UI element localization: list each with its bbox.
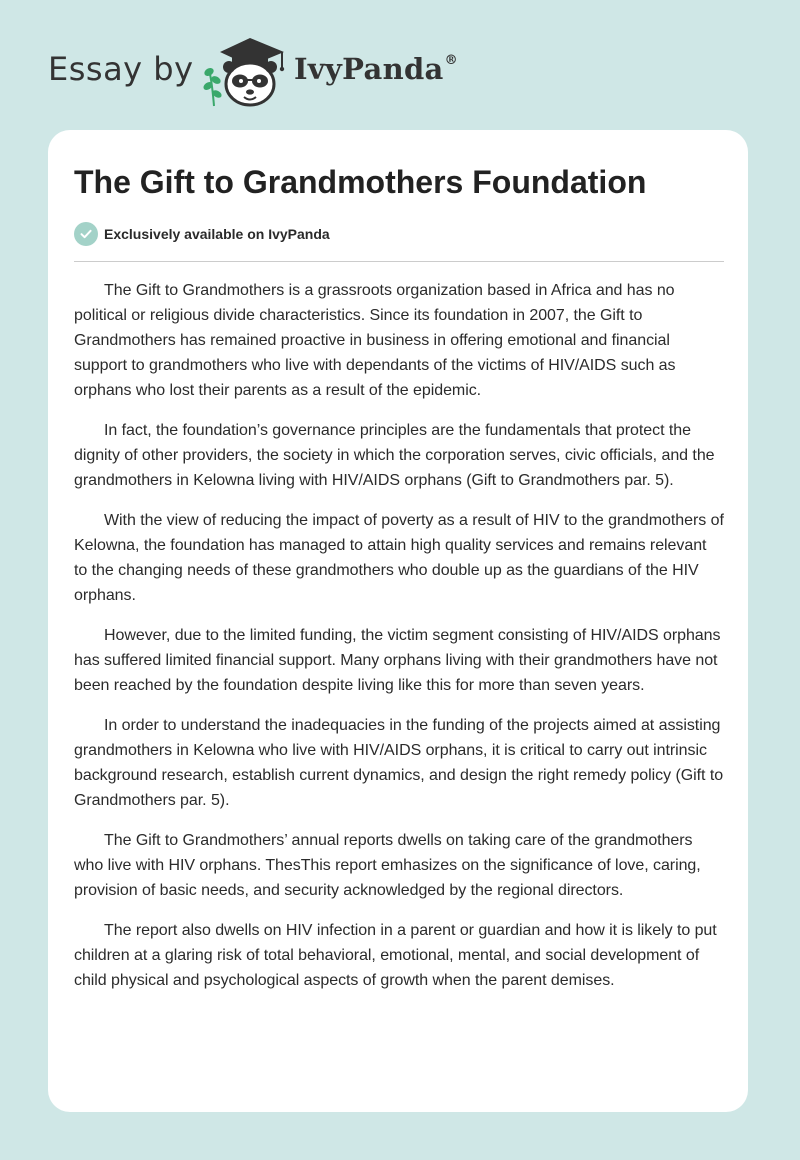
leaf-sprig-icon <box>202 66 223 106</box>
brand-name[interactable]: IvyPanda® <box>294 52 458 86</box>
paragraph-5: In order to understand the inadequacies in the funding of the projects aimed at assisting grandmothers in Kelowna who live with HIV/AIDS orphans, it is critical to carry out intrinsic background research, establish current dynamics, and design the right remedy policy (Gift to Grandmothers par. 5). <box>74 717 724 809</box>
paragraph-3: With the view of reducing the impact of poverty as a result of HIV to the grandmothers of Kelowna, the foundation has managed to attain high quality services and remains relevant to the changing needs of these grandmothers who double up as the guardians of the HIV orphans. <box>74 512 724 604</box>
paragraph-7: The report also dwells on HIV infection in a parent or guardian and how it is likely to put children at a glaring risk of total behavioral, emotional, mental, and social development of child physical and psychological aspects of growth when the parent demises. <box>74 922 717 989</box>
panda-graduate-logo-icon[interactable] <box>198 36 290 108</box>
brand-prefix: Essay by <box>48 50 194 88</box>
check-circle-icon <box>74 222 98 246</box>
paragraph-6: The Gift to Grandmothers’ annual reports dwells on taking care of the grandmothers who live with HIV orphans. ThesThis report emhasizes on the significance of love, caring, provision of basic needs, and security acknowledged by the regional directors. <box>74 832 701 899</box>
page-title: The Gift to Grandmothers Foundation <box>74 164 647 200</box>
paragraph-1: The Gift to Grandmothers is a grassroots organization based in Africa and has no political or religious divide characteristics. Since its foundation in 2007, the Gift to Grandmothers has remained proactive in business in offering emotional and financial support to grandmothers who live with dependants of the victims of HIV/AIDS such as orphans who lost their parents as a result of the epidemic. <box>74 282 676 399</box>
exclusive-badge <box>74 222 330 246</box>
essay-body <box>74 278 724 1008</box>
paragraph-4: However, due to the limited funding, the victim segment consisting of HIV/AIDS orphans has suffered limited financial support. Many orphans living with their grandmothers have not been reached by the foundation despite living like this for more than seven years. <box>74 627 721 694</box>
exclusive-badge-label: Exclusively available on IvyPanda <box>104 226 330 242</box>
essay-card <box>48 130 748 1112</box>
divider <box>74 261 724 262</box>
site-header <box>0 0 800 130</box>
paragraph-2: In fact, the foundation’s governance principles are the fundamentals that protect the dignity of other providers, the society in which the corporation serves, civic officials, and the grandmothers in Kelowna living with HIV/AIDS orphans (Gift to Grandmothers par. 5). <box>74 422 715 489</box>
registered-mark: ® <box>444 53 458 69</box>
